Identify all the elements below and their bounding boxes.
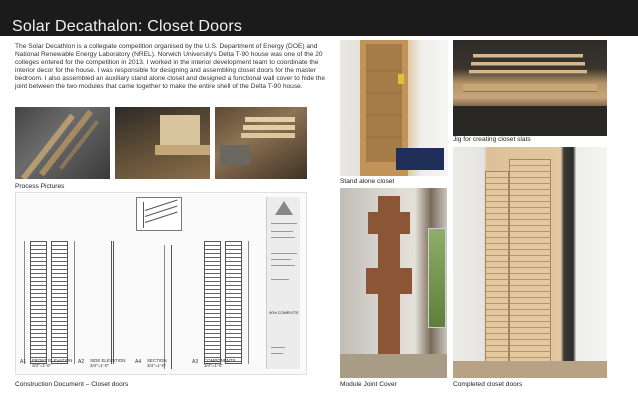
detail-callout (136, 197, 182, 231)
module-caption: Module Joint Cover (340, 381, 397, 388)
view-label: SECTION (147, 358, 167, 363)
view-number: A4 (135, 359, 142, 365)
components-door-left (204, 241, 221, 364)
title-block (266, 197, 300, 369)
view-scale: 3/4"=1'-0" (90, 363, 109, 368)
view-scale: 3/4"=1'-0" (204, 363, 223, 368)
section-view (171, 245, 172, 369)
view-number: A2 (78, 359, 85, 365)
standalone-caption: Stand alone closet (340, 178, 395, 185)
closet-door-left (485, 171, 509, 367)
completed-closet-photo (453, 147, 607, 378)
jig-caption: Jig for creating closet slats (453, 136, 531, 143)
module-joint-cover-photo (340, 188, 447, 378)
process-photo-1 (15, 107, 110, 179)
view-label: FRONT ELEVATION (32, 358, 73, 363)
completion-status: 90% COMPLETE (269, 311, 299, 315)
page-title: Solar Decathalon: Closet Doors (12, 18, 243, 35)
front-elevation-door-right (51, 241, 68, 364)
view-label: COMPONENTS (204, 358, 236, 363)
triangle-logo-icon (275, 201, 293, 215)
intro-paragraph: The Solar Decathlon is a collegiate competition organised by the U.S. Department of Energy (DOE) and National Renewable Energy Laboratory (NREL). Norwich University's Delta T-90 house was one of the 20 colleges entered for the competition in 2013. I worked in the interior development team to coordinate the interior decor for the house. I was responsible for designing and assembling closet doors for the master bedroom. I also assembled an auxiliary stand alone closet and designed a functional wall cover to hide the joint between the two modules that came together to make the entire shell of the Delta T-90 house. (15, 43, 326, 91)
jig-photo (453, 40, 607, 136)
view-number: A1 (20, 359, 27, 365)
construction-caption: Construction Document – Closet doors (15, 381, 129, 388)
view-label: SIDE ELEVATION (90, 358, 126, 363)
view-number: A3 (192, 359, 199, 365)
closet-door-right (509, 159, 551, 369)
components-door-right (225, 241, 242, 364)
view-scale: 3/4"=1'-0" (147, 363, 166, 368)
front-elevation-door-left (30, 241, 47, 364)
completed-caption: Completed closet doors (453, 381, 523, 388)
construction-drawing (15, 192, 307, 375)
view-scale: 3/4"=1'-0" (32, 363, 51, 368)
process-caption: Process Pictures (15, 183, 65, 190)
process-photo-2 (115, 107, 210, 179)
process-photo-3 (215, 107, 307, 179)
standalone-closet-photo (340, 40, 448, 176)
